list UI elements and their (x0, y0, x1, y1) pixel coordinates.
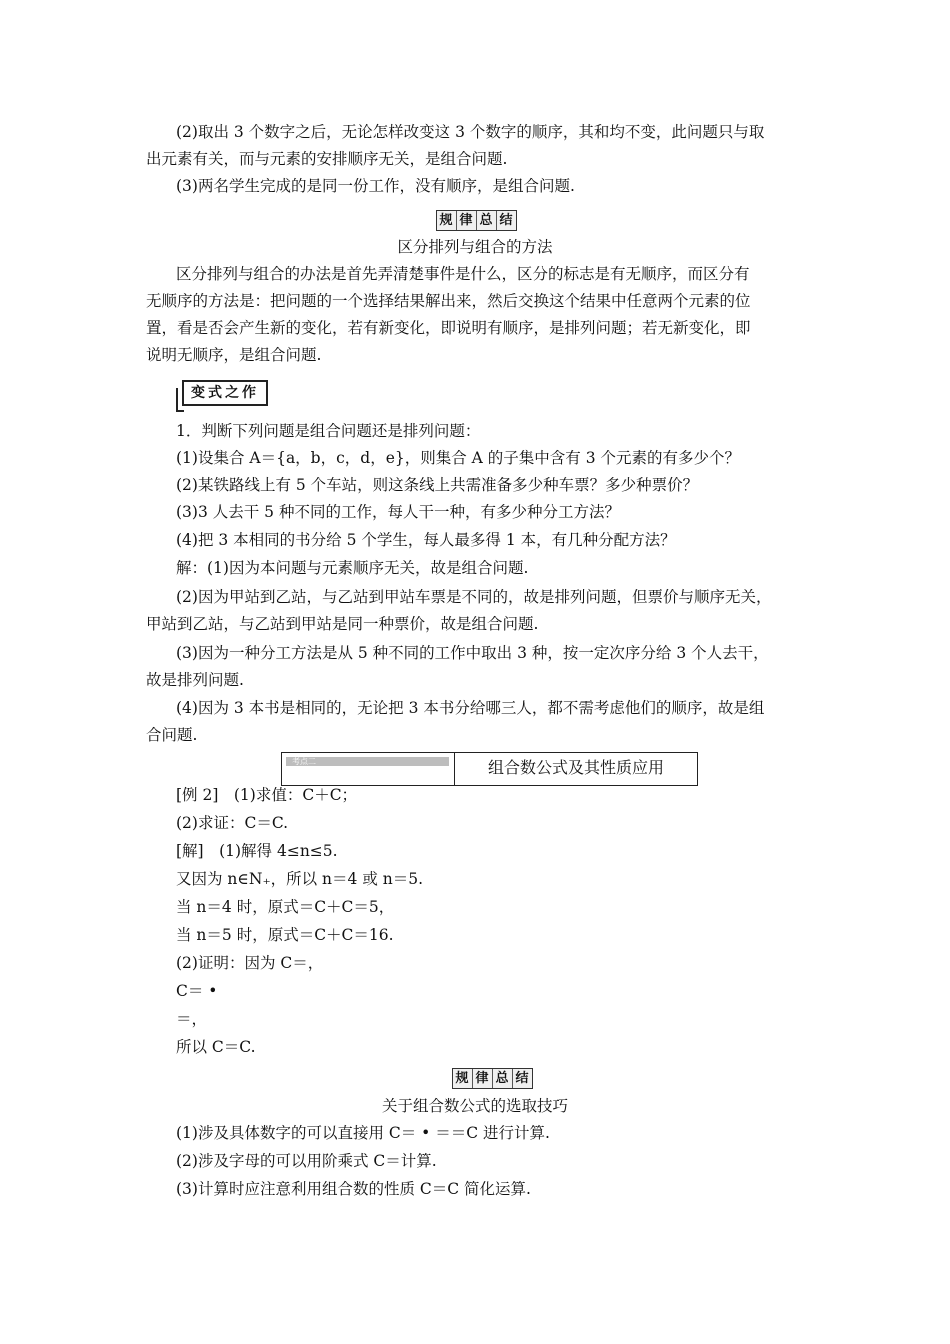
summary1-title: 区分排列与组合的方法 (397, 238, 553, 256)
example-line2: (2)求证：C＝C. (176, 814, 289, 832)
variant-a3-line2: 故是排列问题. (146, 671, 244, 689)
variant-q2: (2)某铁路线上有 5 个车站，则这条线上共需准备多少种车票？多少种票价？ (176, 476, 699, 494)
summary1-line3: 置，看是否会产生新的变化，若有新变化，即说明有顺序，是排列问题；若无新变化，即 (146, 319, 751, 337)
summary1-line2: 无顺序的方法是：把问题的一个选择结果解出来，然后交换这个结果中任意两个元素的位 (146, 292, 751, 310)
summary2-title: 关于组合数公式的选取技巧 (381, 1097, 568, 1115)
variant-q1: (1)设集合 A＝{a，b，c，d，e}，则集合 A 的子集中含有 3 个元素的有多少个？ (176, 449, 741, 467)
example-line10: 所以 C＝C. (176, 1038, 256, 1056)
intro-p3: (3)两名学生完成的是同一份工作，没有顺序，是组合问题. (176, 177, 575, 195)
example-line8: C＝ • (176, 982, 218, 1000)
variant-a1: 解：(1)因为本问题与元素顺序无关，故是组合问题. (176, 559, 529, 577)
variant-question-title: 1．判断下列问题是组合问题还是排列问题： (176, 422, 481, 440)
summary2-line3: (3)计算时应注意利用组合数的性质 C＝C 简化运算. (176, 1180, 531, 1198)
example-line6: 当 n＝5 时，原式＝C＋C＝16. (176, 926, 394, 944)
example-line9: ＝， (176, 1010, 208, 1028)
topic-title: 组合数公式及其性质应用 (487, 758, 664, 777)
example-line1: [例 2] (1)求值：C＋C； (176, 786, 358, 804)
variant-a4-line2: 合问题. (146, 726, 198, 744)
summary-badge-2: 规 律 总 结 (452, 1068, 533, 1089)
variant-badge: 变式之作 (176, 380, 266, 410)
summary2-line2: (2)涉及字母的可以用阶乘式 C＝计算. (176, 1152, 437, 1170)
topic-header (281, 752, 698, 786)
example-line7: (2)证明：因为 C＝， (176, 954, 324, 972)
summary1-line1: 区分排列与组合的办法是首先弄清楚事件是什么，区分的标志是有无顺序，而区分有 (176, 265, 750, 283)
intro-p2-line2: 出元素有关，而与元素的安排顺序无关，是组合问题. (146, 150, 508, 168)
intro-p2-line1: (2)取出 3 个数字之后，无论怎样改变这 3 个数字的顺序，其和均不变，此问题只与取 (176, 123, 765, 141)
example-line3: [解] (1)解得 4≤n≤5. (176, 842, 338, 860)
summary1-line4: 说明无顺序，是组合问题. (146, 346, 322, 364)
variant-a3-line1: (3)因为一种分工方法是从 5 种不同的工作中取出 3 种，按一定次序分给 3 个人去干， (176, 644, 769, 662)
summary2-line1: (1)涉及具体数字的可以直接用 C＝ • ＝＝C 进行计算. (176, 1124, 550, 1142)
topic-label: 考点二 (286, 757, 449, 766)
variant-q3: (3)3 人去干 5 种不同的工作，每人干一种，有多少种分工方法？ (176, 503, 620, 521)
variant-a2-line2: 甲站到乙站，与乙站到甲站是同一种票价，故是组合问题. (146, 615, 539, 633)
example-line5: 当 n＝4 时，原式＝C＋C＝5， (176, 898, 395, 916)
variant-a2-line1: (2)因为甲站到乙站，与乙站到甲站车票是不同的，故是排列问题，但票价与顺序无关， (176, 588, 772, 606)
example-line4: 又因为 n∈N₊，所以 n＝4 或 n＝5. (176, 870, 424, 888)
variant-a4-line1: (4)因为 3 本书是相同的，无论把 3 本书分给哪三人，都不需考虑他们的顺序，故是组 (176, 699, 765, 717)
variant-q4: (4)把 3 本相同的书分给 5 个学生，每人最多得 1 本，有几种分配方法？ (176, 531, 676, 549)
summary-badge-1: 规 律 总 结 (436, 210, 517, 231)
